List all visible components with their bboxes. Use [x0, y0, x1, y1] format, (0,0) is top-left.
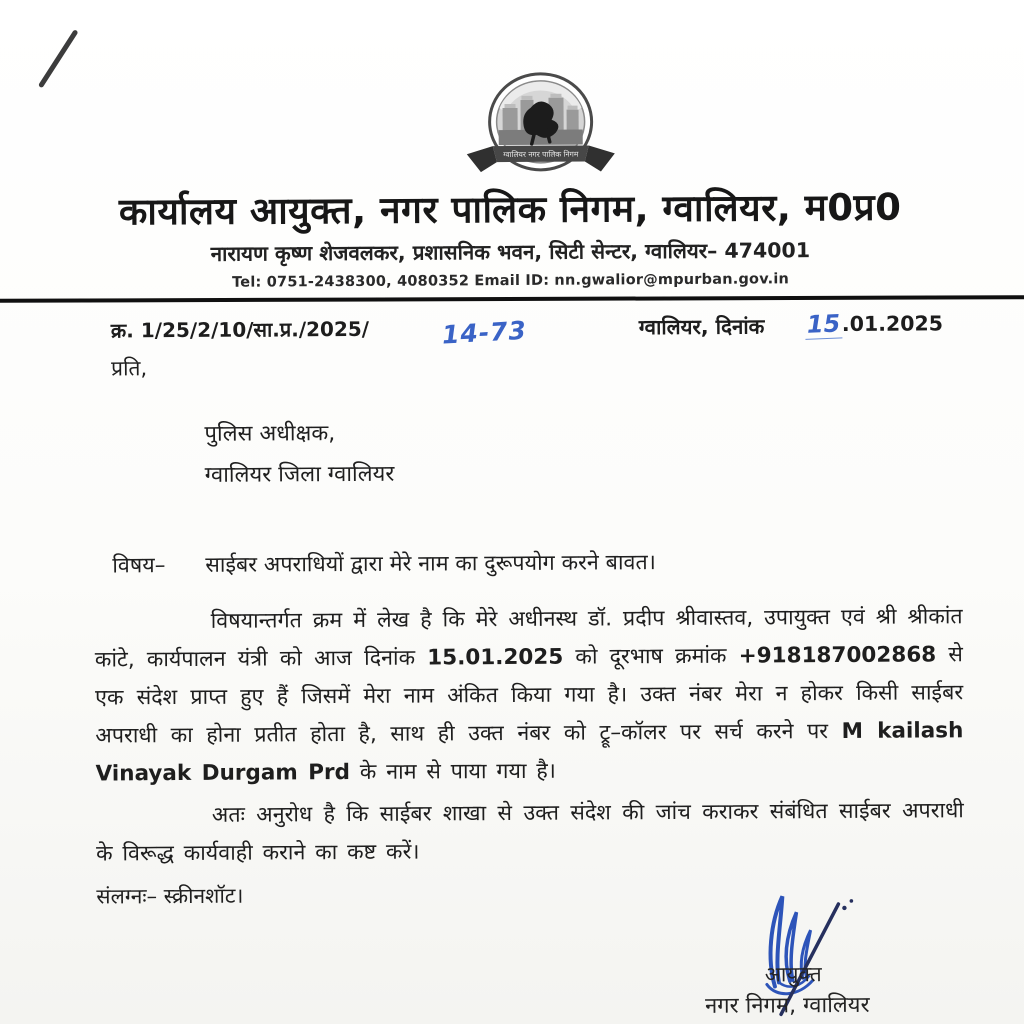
pen-slash-mark [31, 23, 91, 93]
emblem-ribbon-text: ग्वालियर नगर पालिक निगम [503, 149, 579, 160]
date-day-handwritten: 15 [804, 309, 843, 340]
office-contact: Tel: 0751-2438300, 4080352 Email ID: nn.gwalior@mpurban.gov.in [232, 271, 790, 291]
reference-number-handwritten: 14-73 [441, 315, 528, 350]
para1-phone-bold: +918187002868 [738, 642, 937, 669]
para1-segment: विषयान्तर्गत क्रम में लेख है कि मेरे अधीनस्थ डॉ. प्रदीप श्रीवास्तव, उपायुक्त एवं श्री श्रीकांत कांटे, कार्यपालन यंत्री को आज दिनांक [94, 604, 963, 673]
para1-segment: के नाम से पाया गया है। [349, 758, 556, 785]
para1-name-bold: M kailash Vinayak Durgam Prd [95, 718, 964, 787]
para1-segment: से एक संदेश प्राप्त हुए हैं जिसमें मेरा नाम अंकित किया गया है। उक्त नंबर मेरा न होकर किसी साईबर अपराधी का होना प्रतीत होता है, साथ ही उक्त नंबर को ट्रू–कॉलर पर सर्च करने पर [95, 642, 964, 749]
para1-segment: को दूरभाष क्रमांक [563, 643, 739, 670]
addressee-line-2: ग्वालियर जिला ग्वालियर [204, 461, 395, 488]
subject-text: साईबर अपराधियों द्वारा मेरे नाम का दुरूपयोग करने बावत। [205, 550, 656, 578]
body-paragraph-1 [95, 598, 964, 793]
signatory-organization: नगर निगम, ग्वालियर [704, 992, 870, 1019]
body-paragraph-2: अतः अनुरोध है कि साईबर शाखा से उक्त संदेश की जांच कराकर संबंधित साईबर अपराधी के विरूद्ध कार्यवाही कराने का कष्ट करें। [96, 798, 964, 867]
municipal-emblem-icon [452, 71, 629, 188]
para1-date-bold: 15.01.2025 [427, 644, 564, 671]
place-date-label: ग्वालियर, दिनांक [638, 314, 765, 340]
subject-label: विषय– [112, 553, 166, 579]
date-month-year: .01.2025 [841, 311, 944, 336]
signatory-designation: आयुक्त [764, 962, 822, 987]
enclosure-note: संलग्नः– स्क्रीनशॉट। [96, 883, 244, 909]
reference-number: क्र. 1/25/2/10/सा.प्र./2025/ [110, 316, 370, 343]
addressee-line-1: पुलिस अधीक्षक, [204, 421, 336, 447]
office-title: कार्यालय आयुक्त, नगर पालिक निगम, ग्वालियर, म0प्र0 [118, 185, 902, 234]
header-divider [0, 295, 1024, 303]
office-address: नारायण कृष्ण शेजवलकर, प्रशासनिक भवन, सिटी सेन्टर, ग्वालियर– 474001 [210, 238, 811, 266]
salutation: प्रति, [111, 356, 148, 381]
